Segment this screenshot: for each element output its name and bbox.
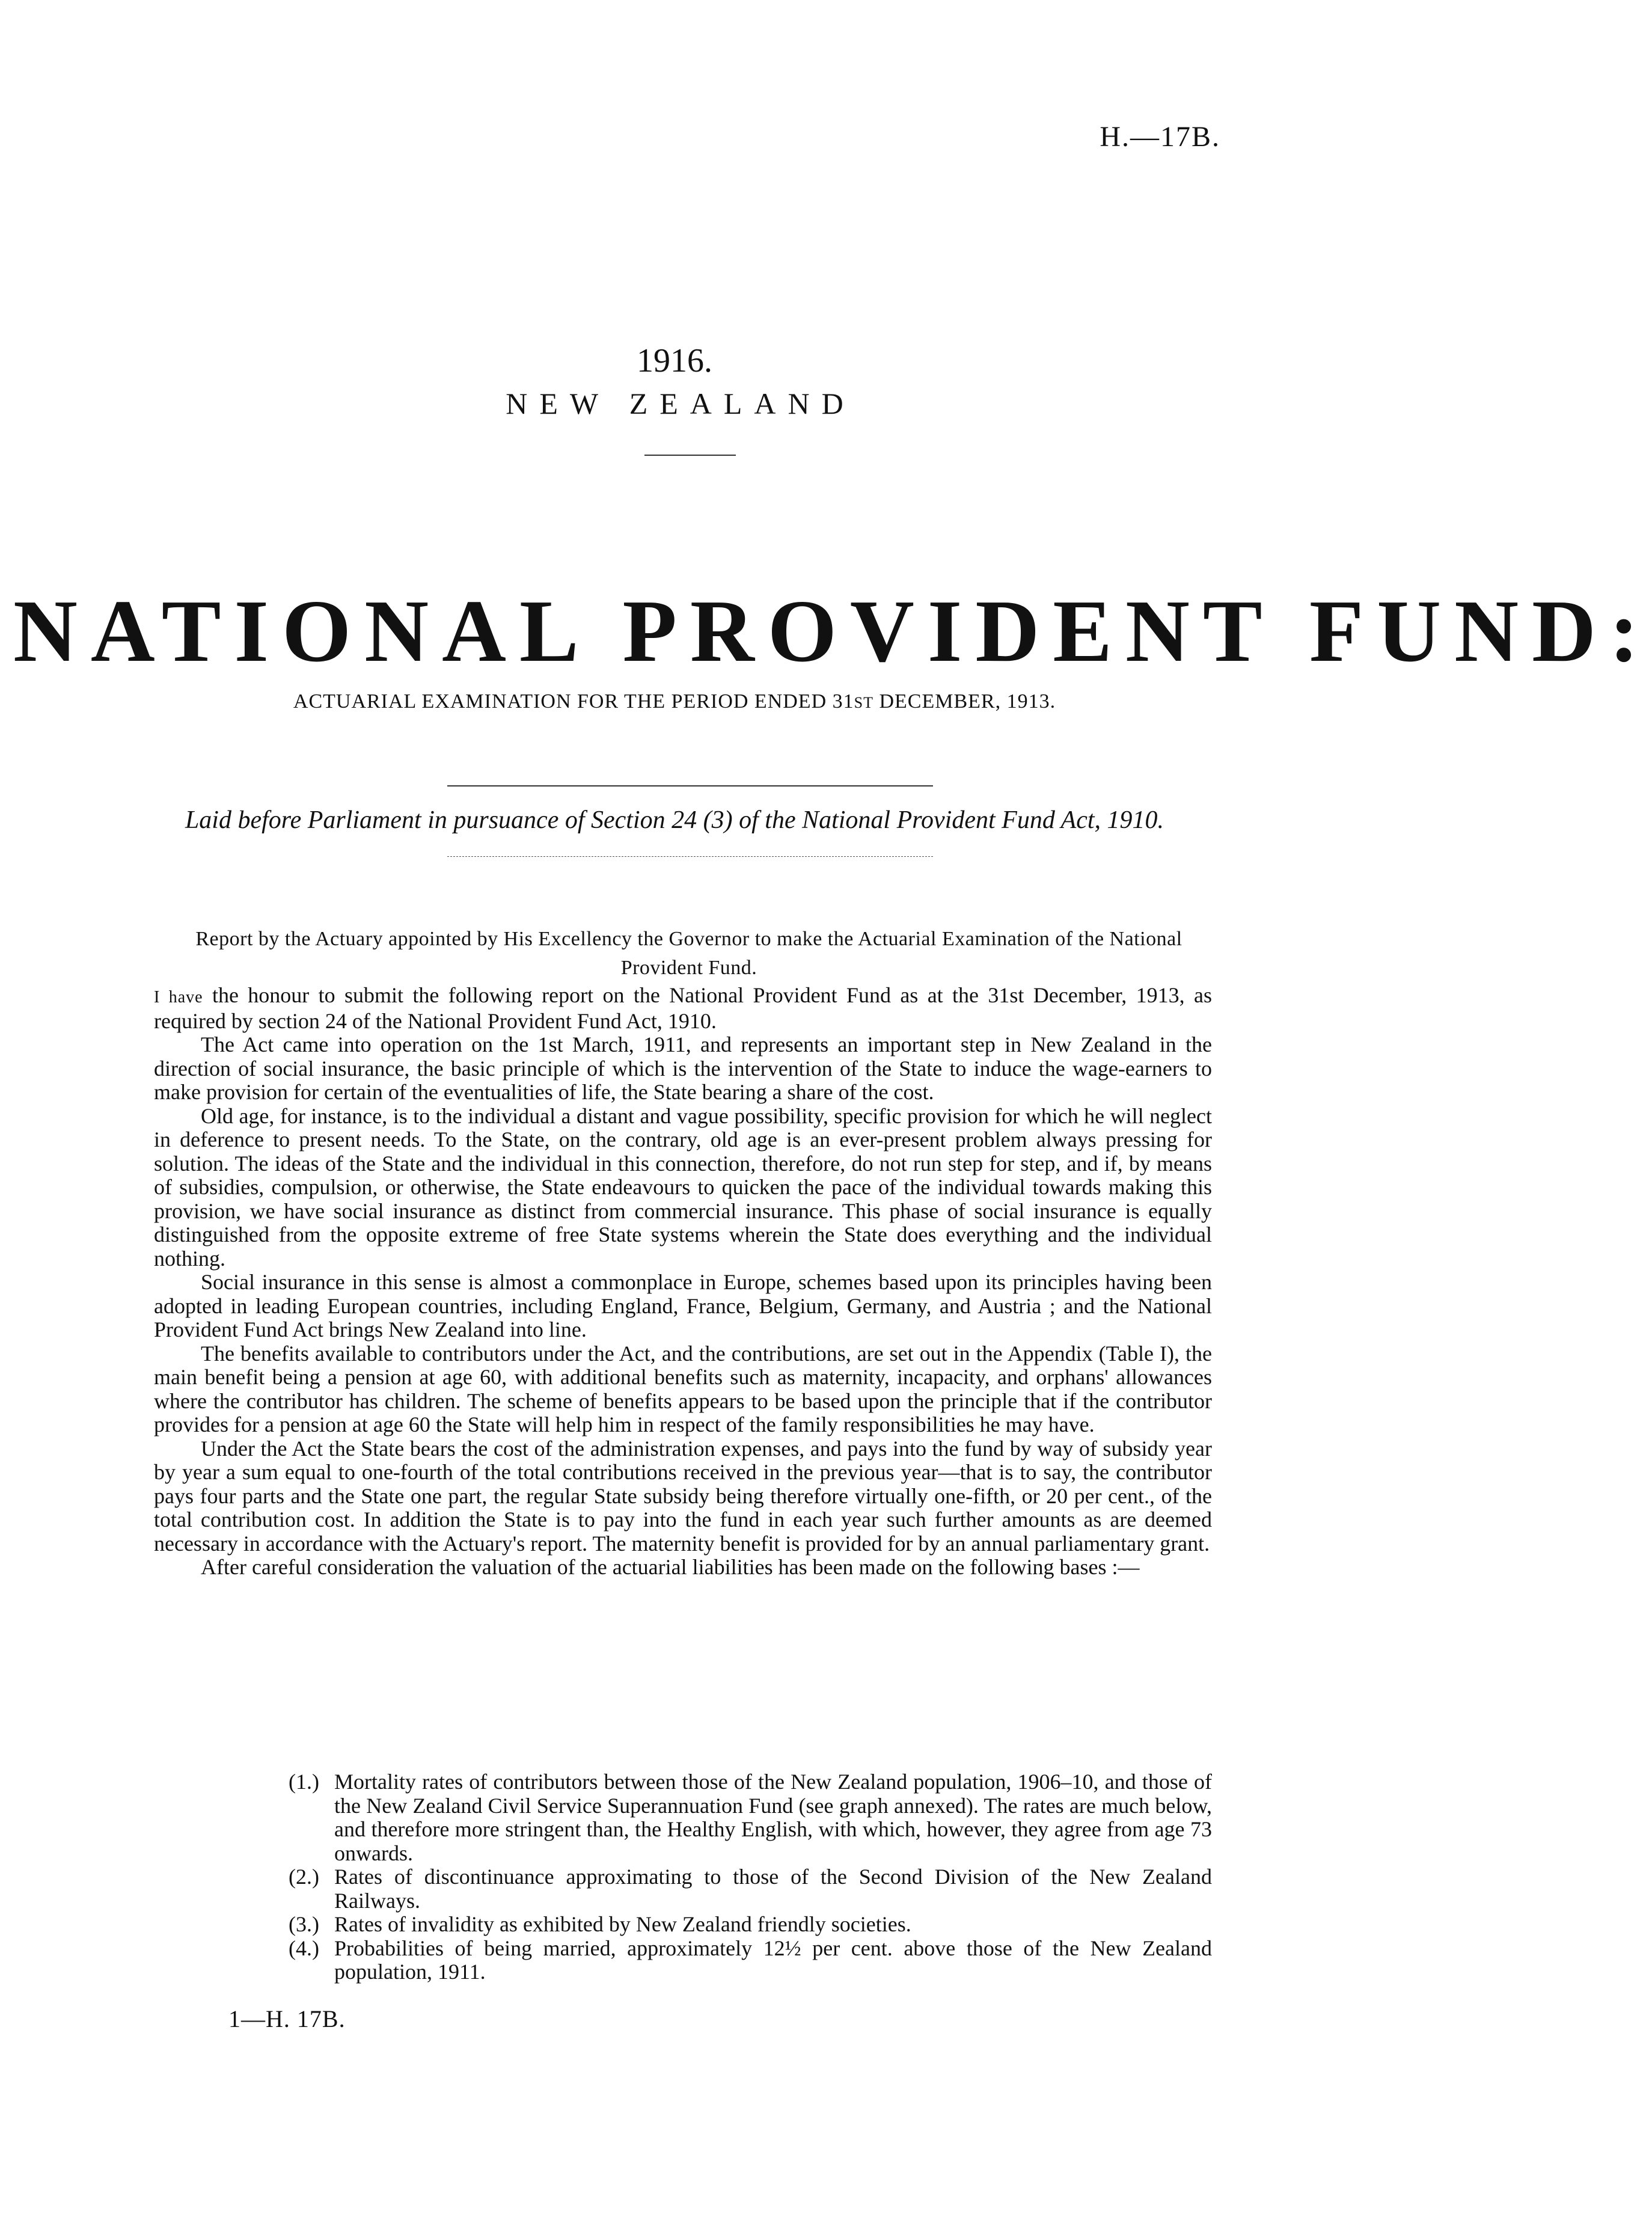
page-reference: H.—17B. — [1100, 121, 1220, 153]
footer-reference: 1—H. 17B. — [228, 2005, 346, 2032]
laid-before-line: Laid before Parliament in pursuance of Section 24 (3) of the National Provident Fund Act, 1910. — [185, 806, 1164, 834]
paragraph: The Act came into operation on the 1st March, 1911, and represents an important step in New Zealand in the direction of social insurance, the basic principle of which is the intervention of the State to induce the wage-earners to make provision for certain of the eventualities of life, the State bearing a share of the cost. — [154, 1032, 1212, 1104]
paragraph — [154, 984, 1212, 1033]
item-number: (3.) — [289, 1912, 319, 1936]
subtitle-ordinal: ST — [854, 694, 873, 711]
item-text: Rates of discontinuance approximating to those of the Second Division of the New Zealand Railways. — [334, 1865, 1212, 1913]
bases-list — [154, 1770, 1212, 1984]
report-body — [154, 984, 1212, 1580]
item-text: Probabilities of being married, approximately 12½ per cent. above those of the New Zealand population, 1911. — [334, 1936, 1212, 1984]
item-number: (4.) — [289, 1936, 319, 1960]
item-text: Mortality rates of contributors between those of the New Zealand population, 1906–10, and those of the New Zealand Civil Service Superannuation Fund (see graph annexed). The rates are much below, and therefore more stringent than, the Healthy English, with which, however, they agree from age 73 onwards. — [334, 1770, 1212, 1865]
divider-rule — [447, 785, 933, 786]
document-title: NATIONAL PROVIDENT FUND: — [13, 582, 1652, 681]
divider-rule — [644, 455, 736, 456]
paragraph: Under the Act the State bears the cost of the administration expenses, and pays into the fund by way of subsidy year by year a sum equal to one-fourth of the total contributions received in the previous year—that is to say, the contributor pays four parts and the State one part, the regular State subsidy being therefore virtually one-fifth, or 20 per cent., of the total contribution cost. In addition the State is to pay into the fund in each year such further amounts as are deemed necessary in accordance with the Actuary's report. The maternity benefit is provided for by an annual parliamentary grant. — [154, 1436, 1212, 1556]
report-heading: Report by the Actuary appointed by His Excellency the Governor to make the Actuarial Examination of the National Provident Fund. — [195, 928, 1182, 979]
subtitle-text: ACTUARIAL EXAMINATION FOR THE PERIOD ENDED 31 — [293, 690, 854, 713]
paragraph-text: the honour to submit the following report on the National Provident Fund as at the 31st December, 1913, as required by section 24 of the National Provident Fund Act, 1910. — [154, 983, 1212, 1033]
item-number: (2.) — [289, 1865, 319, 1889]
document-subtitle — [0, 690, 1349, 713]
list-item — [289, 1937, 1212, 1984]
valuation-bases — [154, 1770, 1212, 1984]
paragraph: After careful consideration the valuation of the actuarial liabilities has been made on the following bases :— — [201, 1555, 1140, 1579]
list-item — [289, 1865, 1212, 1913]
item-number: (1.) — [289, 1770, 319, 1794]
list-item — [289, 1913, 1212, 1937]
document-country: NEW ZEALAND — [506, 387, 855, 420]
divider-rule — [447, 856, 933, 857]
document-year: 1916. — [637, 342, 712, 379]
list-item — [289, 1770, 1212, 1865]
paragraph: Social insurance in this sense is almost a commonplace in Europe, schemes based upon its principles having been adopted in leading European countries, including England, France, Belgium, Germany, and Austria ; and the National Provident Fund Act brings New Zealand into line. — [154, 1270, 1212, 1341]
subtitle-text-end: DECEMBER, 1913. — [873, 690, 1056, 713]
paragraph: Old age, for instance, is to the individual a distant and vague possibility, specific provision for which he will neglect in deference to present needs. To the State, on the contrary, old age is an ever-present problem always pressing for solution. The ideas of the State and the individual in this connection, therefore, do not run step for step, and if, by means of subsidies, compulsion, or otherwise, the State endeavours to quicken the pace of the individual towards making this provision, we have social insurance as distinct from commercial insurance. This phase of social insurance is equally distinguished from the opposite extreme of free State systems wherein the State does everything and the individual nothing. — [154, 1103, 1212, 1271]
opening-words: I have — [154, 988, 203, 1007]
item-text: Rates of invalidity as exhibited by New Zealand friendly societies. — [334, 1912, 911, 1936]
paragraph: The benefits available to contributors under the Act, and the contributions, are set out in the Appendix (Table I), the main benefit being a pension at age 60, with additional benefits such as maternity, incapacity, and orphans' allowances where the contributor has children. The scheme of benefits appears to be based upon the principle that if the contributor provides for a pension at age 60 the State will help him in respect of the family responsibilities he may have. — [154, 1341, 1212, 1437]
